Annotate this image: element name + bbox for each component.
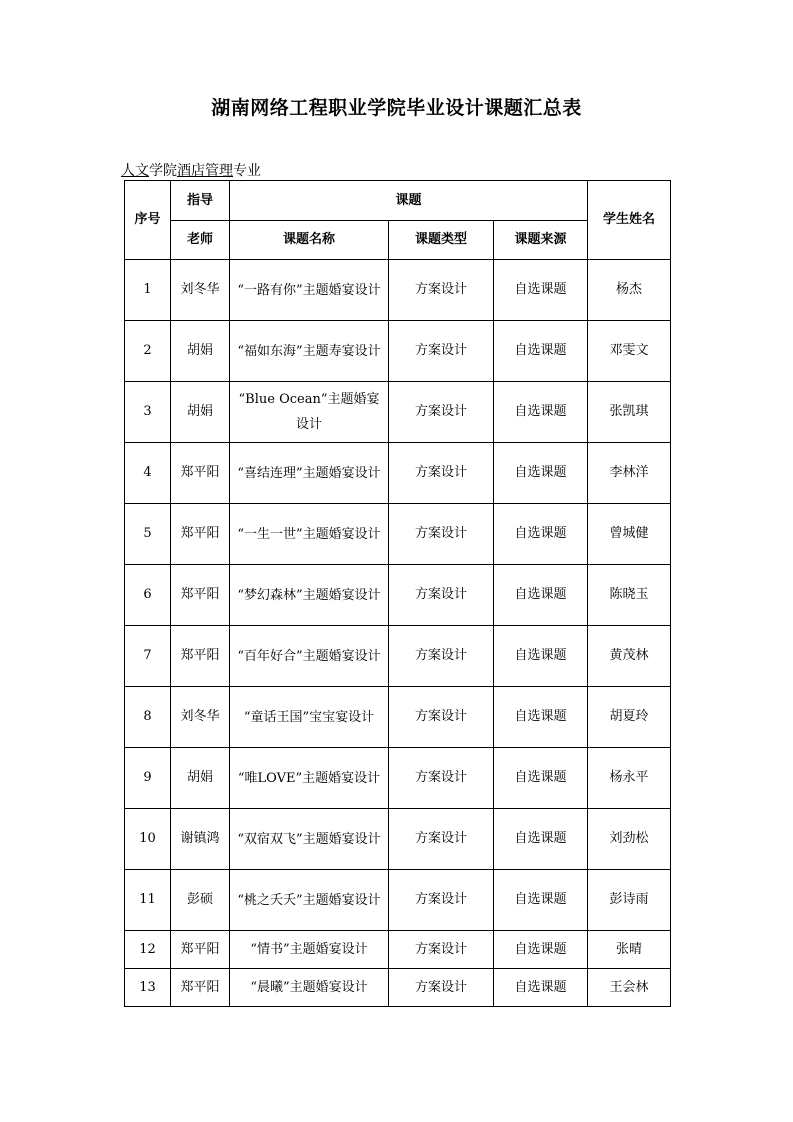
- cell-topic-type: 方案设计: [389, 870, 494, 931]
- cell-topic-type: 方案设计: [389, 748, 494, 809]
- cell-student: 张晴: [588, 931, 671, 969]
- cell-advisor: 郑平阳: [171, 565, 230, 626]
- cell-advisor: 郑平阳: [171, 626, 230, 687]
- cell-topic-name: [230, 748, 389, 809]
- cell-student: 张凯琪: [588, 382, 671, 443]
- cell-advisor: 谢镇鸿: [171, 809, 230, 870]
- cell-topic-type: 方案设计: [389, 931, 494, 969]
- cell-topic-type: 方案设计: [389, 260, 494, 321]
- header-topic-group: 课题: [230, 181, 588, 221]
- header-row-1: [125, 181, 671, 221]
- cell-topic-source: 自选课题: [494, 870, 588, 931]
- table-row: [125, 260, 671, 321]
- cell-advisor: 郑平阳: [171, 443, 230, 504]
- cell-topic-source: 自选课题: [494, 443, 588, 504]
- cell-topic-name: [230, 565, 389, 626]
- cell-student: 邓雯文: [588, 321, 671, 382]
- table-row: [125, 321, 671, 382]
- cell-seq: 12: [125, 931, 171, 969]
- cell-topic-source: 自选课题: [494, 382, 588, 443]
- cell-topic-name: [230, 687, 389, 748]
- cell-topic-source: 自选课题: [494, 626, 588, 687]
- cell-topic-name: [230, 443, 389, 504]
- cell-topic-source: 自选课题: [494, 809, 588, 870]
- cell-advisor: 胡娟: [171, 321, 230, 382]
- cell-topic-type: 方案设计: [389, 504, 494, 565]
- cell-advisor: 刘冬华: [171, 687, 230, 748]
- cell-topic-type: 方案设计: [389, 321, 494, 382]
- cell-seq: 5: [125, 504, 171, 565]
- cell-topic-source: 自选课题: [494, 748, 588, 809]
- cell-topic-source: 自选课题: [494, 321, 588, 382]
- table-row: [125, 969, 671, 1007]
- college-suffix: 学院: [149, 163, 177, 179]
- cell-topic-type: 方案设计: [389, 565, 494, 626]
- cell-topic-source: 自选课题: [494, 504, 588, 565]
- cell-seq: 7: [125, 626, 171, 687]
- major-suffix: 专业: [233, 163, 261, 179]
- cell-advisor: 郑平阳: [171, 504, 230, 565]
- cell-topic-type: 方案设计: [389, 443, 494, 504]
- department-line: [121, 160, 261, 180]
- cell-topic-name: [230, 260, 389, 321]
- cell-student: 陈晓玉: [588, 565, 671, 626]
- header-advisor-line1: 指导: [171, 181, 230, 221]
- header-topic-type: 课题类型: [389, 221, 494, 260]
- header-student: 学生姓名: [588, 181, 671, 260]
- cell-topic-name: [230, 504, 389, 565]
- table-row: [125, 565, 671, 626]
- cell-seq: 3: [125, 382, 171, 443]
- topic-name-text: “童话王国”宝宝宴设计: [243, 709, 375, 725]
- table-row: [125, 382, 671, 443]
- cell-topic-name: [230, 809, 389, 870]
- cell-student: 杨杰: [588, 260, 671, 321]
- table-row: [125, 504, 671, 565]
- cell-advisor: 胡娟: [171, 748, 230, 809]
- cell-topic-name: [230, 870, 389, 931]
- cell-topic-type: 方案设计: [389, 809, 494, 870]
- cell-topic-source: 自选课题: [494, 969, 588, 1007]
- cell-seq: 13: [125, 969, 171, 1007]
- cell-topic-name: [230, 382, 389, 443]
- cell-topic-type: 方案设计: [389, 687, 494, 748]
- cell-topic-type: 方案设计: [389, 382, 494, 443]
- cell-student: 杨永平: [588, 748, 671, 809]
- cell-seq: 10: [125, 809, 171, 870]
- cell-seq: 2: [125, 321, 171, 382]
- cell-topic-name: [230, 626, 389, 687]
- topics-table: [124, 180, 671, 1007]
- college-name: 人文: [121, 163, 149, 179]
- cell-seq: 8: [125, 687, 171, 748]
- table-row: [125, 443, 671, 504]
- page-title: 湖南网络工程职业学院毕业设计课题汇总表: [211, 97, 582, 119]
- cell-advisor: 刘冬华: [171, 260, 230, 321]
- table-row: [125, 687, 671, 748]
- topic-name-text: “喜结连理”主题婚宴设计: [237, 465, 381, 481]
- cell-student: 胡夏玲: [588, 687, 671, 748]
- cell-topic-type: 方案设计: [389, 969, 494, 1007]
- cell-student: 王会林: [588, 969, 671, 1007]
- topic-name-text: “福如东海”主题寿宴设计: [237, 343, 381, 359]
- topic-name-text: “一路有你”主题婚宴设计: [237, 282, 381, 298]
- topic-name-text: “一生一世”主题婚宴设计: [237, 526, 381, 542]
- cell-topic-source: 自选课题: [494, 687, 588, 748]
- cell-topic-type: 方案设计: [389, 626, 494, 687]
- topic-name-text: “唯LOVE”主题婚宴设计: [237, 770, 381, 786]
- header-advisor-line2: 老师: [171, 221, 230, 260]
- cell-student: 黄茂林: [588, 626, 671, 687]
- cell-topic-name: [230, 321, 389, 382]
- header-topic-source: 课题来源: [494, 221, 588, 260]
- cell-seq: 6: [125, 565, 171, 626]
- table-row: [125, 809, 671, 870]
- cell-student: 李林洋: [588, 443, 671, 504]
- topic-name-text: “梦幻森林”主题婚宴设计: [237, 587, 381, 603]
- cell-seq: 1: [125, 260, 171, 321]
- header-seq: 序号: [125, 181, 171, 260]
- cell-seq: 4: [125, 443, 171, 504]
- topic-name-text: “百年好合”主题婚宴设计: [237, 648, 381, 664]
- cell-seq: 11: [125, 870, 171, 931]
- cell-advisor: 郑平阳: [171, 931, 230, 969]
- header-topic-name: 课题名称: [230, 221, 389, 260]
- cell-topic-source: 自选课题: [494, 260, 588, 321]
- cell-topic-source: 自选课题: [494, 565, 588, 626]
- cell-advisor: 郑平阳: [171, 969, 230, 1007]
- cell-student: 刘劲松: [588, 809, 671, 870]
- topic-name-text: “Blue Ocean”主题婚宴设计: [238, 392, 380, 432]
- table-row: [125, 626, 671, 687]
- cell-student: 彭诗雨: [588, 870, 671, 931]
- table-row: [125, 931, 671, 969]
- major-name: 酒店管理: [177, 163, 233, 179]
- cell-topic-name: “情书”主题婚宴设计: [230, 931, 389, 969]
- cell-advisor: 彭硕: [171, 870, 230, 931]
- cell-topic-name: “晨曦”主题婚宴设计: [230, 969, 389, 1007]
- cell-student: 曾城健: [588, 504, 671, 565]
- topic-name-text: “双宿双飞”主题婚宴设计: [237, 831, 381, 847]
- cell-seq: 9: [125, 748, 171, 809]
- cell-topic-source: 自选课题: [494, 931, 588, 969]
- table-row: [125, 870, 671, 931]
- table-row: [125, 748, 671, 809]
- topic-name-text: “桃之夭夭”主题婚宴设计: [237, 892, 381, 908]
- cell-advisor: 胡娟: [171, 382, 230, 443]
